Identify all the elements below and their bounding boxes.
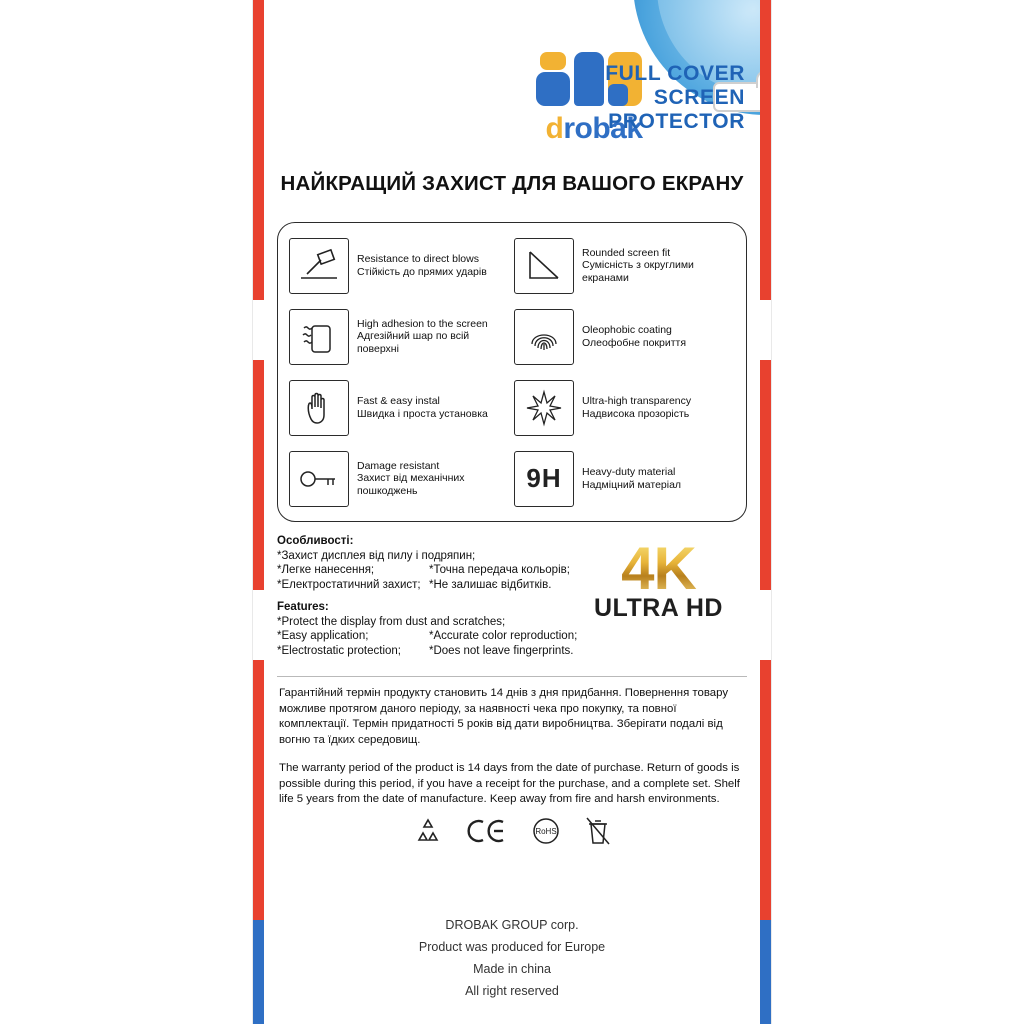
- footer-line: All right reserved: [465, 984, 559, 998]
- specs-en-header: Features:: [277, 601, 329, 613]
- specs-ua-line: *Легке нанесення;: [277, 564, 375, 576]
- product-title-line1: FULL COVER: [605, 62, 745, 85]
- hardness-9h-icon: [514, 451, 574, 507]
- adhesion-icon: [289, 309, 349, 365]
- footer-line: Product was produced for Europe: [418, 940, 606, 954]
- brand-wordmark-first: d: [545, 112, 564, 145]
- sparkle-icon: [514, 380, 574, 436]
- hammer-icon: [289, 238, 349, 294]
- warranty-block: [279, 686, 745, 821]
- product-title-en: [605, 62, 745, 134]
- feature-item: [287, 372, 512, 443]
- feature-item: [287, 230, 512, 301]
- resolution-badge: [571, 535, 746, 623]
- specs-ua-line: *Точна передача кольорів;: [429, 564, 570, 576]
- feature-item: [512, 301, 737, 372]
- hardness-label: 9H: [526, 463, 562, 493]
- feature-item: [512, 230, 737, 301]
- specs-ua-header: Особливості:: [277, 535, 354, 547]
- left-edge-strip: [253, 0, 264, 1024]
- resolution-badge-value: 4K: [571, 540, 746, 598]
- specs-en-line: *Protect the display from dust and scratches;: [277, 615, 506, 628]
- specs-en-line: *Electrostatic protection;: [277, 644, 402, 657]
- feature-text: Damage resistant Захист від механічних пошкоджень: [357, 459, 465, 497]
- key-icon: [289, 451, 349, 507]
- rounded-fit-icon: [514, 238, 574, 294]
- right-edge-strip: [760, 0, 771, 1024]
- feature-text: Oleophobic coating Олеофобне покриття: [582, 324, 687, 349]
- feature-text: Ultra-high transparency Надвисока прозорість: [582, 395, 692, 420]
- feature-item: [287, 301, 512, 372]
- feature-text: Fast & easy instal Швидка і проста установка: [357, 395, 488, 420]
- divider: [277, 676, 747, 677]
- specs-en-line: *Does not leave fingerprints.: [429, 644, 574, 657]
- recycle-icon: [413, 816, 443, 851]
- product-title-line2: SCREEN: [653, 86, 745, 109]
- fingerprint-icon: [514, 309, 574, 365]
- feature-text: Resistance to direct blows Стійкість до прямих ударів: [357, 253, 487, 278]
- brand-wordmark-rest: robak: [563, 112, 643, 145]
- specs-en-columns: [277, 629, 747, 658]
- features-grid: [277, 222, 747, 522]
- feature-text: Heavy-duty material Надміцний матеріал: [582, 466, 682, 491]
- specs-en-line: *Easy application;: [277, 630, 369, 642]
- specs-en-line: *Accurate color reproduction;: [429, 630, 578, 642]
- feature-text: High adhesion to the screen Адгезійний шар по всій поверхні: [357, 317, 488, 355]
- feature-text: Rounded screen fit Сумісність з округлими екранами: [582, 246, 694, 284]
- package-card: [253, 0, 771, 1024]
- warranty-text-ua: Гарантійний термін продукту становить 14 днів з дня придбання. Повернення товару можливе протягом даного періоду, за наявності чека про покупку, та повної комплектації. Термін придатності 5 років від дати виробництва. Зберігати подалі від вогню та їдких середовищ.: [279, 687, 729, 746]
- product-title-line3: PROTECTOR: [608, 110, 745, 133]
- headline-ua: НАЙКРАЩИЙ ЗАХИСТ ДЛЯ ВАШОГО ЕКРАНУ: [280, 172, 744, 195]
- specs-ua-line: *Захист дисплея від пилу і подряпин;: [277, 549, 476, 562]
- hand-icon: [289, 380, 349, 436]
- warranty-text-en: The warranty period of the product is 14 days from the date of purchase. Return of goods is possible during this period, if you have a receipt for the purchase, and a complete set. Shelf life 5 years from the date of manufacture. Keep away from fire and harsh environments.: [279, 762, 740, 805]
- feature-item: [287, 443, 512, 514]
- footer-line: Made in china: [473, 962, 551, 976]
- bin-icon: [585, 816, 611, 851]
- resolution-badge-subtitle: ULTRA HD: [594, 594, 723, 622]
- rohs-icon: [531, 816, 561, 851]
- certification-icons: [253, 816, 771, 851]
- specs-ua-line: *Електростатичний захист;: [277, 578, 421, 591]
- specs-ua-line: *Не залишає відбитків.: [429, 578, 552, 591]
- feature-item: [512, 372, 737, 443]
- footer-block: [253, 914, 771, 1002]
- svg-text:RoHS: RoHS: [535, 827, 557, 836]
- ce-mark-icon: [467, 817, 507, 850]
- feature-item: [512, 443, 737, 514]
- footer-line: DROBAK GROUP corp.: [445, 918, 579, 932]
